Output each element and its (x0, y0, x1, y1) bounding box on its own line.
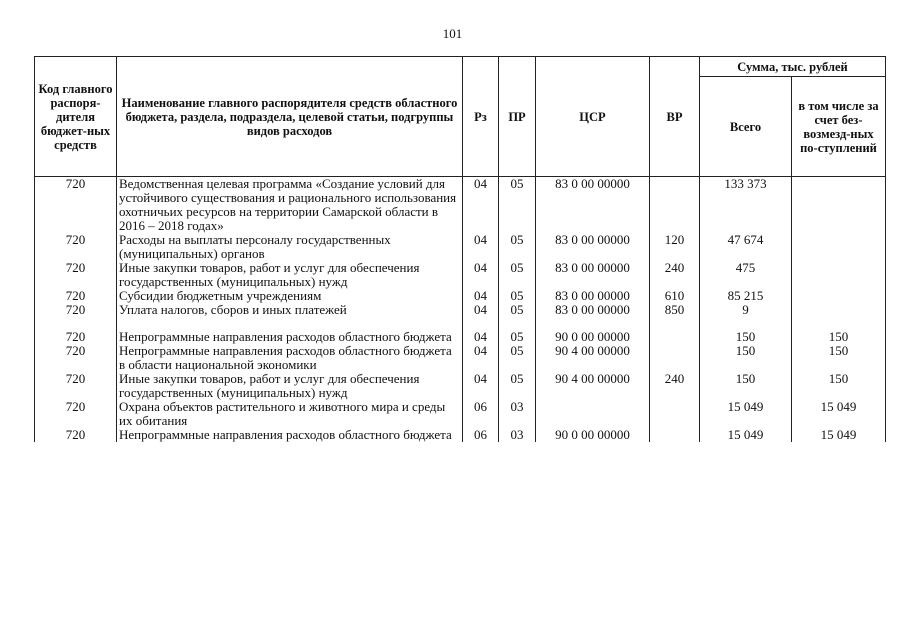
cell-code: 720 (35, 317, 117, 344)
cell-csr: 90 4 00 00000 (536, 344, 650, 372)
cell-total: 150 (700, 344, 792, 372)
cell-pr: 05 (499, 372, 536, 400)
cell-vr: 240 (650, 261, 700, 289)
cell-pr: 05 (499, 317, 536, 344)
header-rz: Рз (463, 57, 499, 177)
table-row (35, 233, 886, 261)
cell-vr (650, 344, 700, 372)
cell-code: 720 (35, 233, 117, 261)
header-pr: ПР (499, 57, 536, 177)
cell-csr: 83 0 00 00000 (536, 289, 650, 303)
cell-code: 720 (35, 344, 117, 372)
cell-gratuitous (792, 233, 886, 261)
cell-total: 9 (700, 303, 792, 317)
cell-gratuitous (792, 261, 886, 289)
cell-code: 720 (35, 428, 117, 442)
cell-code: 720 (35, 289, 117, 303)
cell-total: 47 674 (700, 233, 792, 261)
cell-gratuitous: 150 (792, 317, 886, 344)
cell-csr: 90 4 00 00000 (536, 372, 650, 400)
cell-pr: 03 (499, 428, 536, 442)
cell-gratuitous (792, 303, 886, 317)
cell-pr: 05 (499, 344, 536, 372)
cell-csr (536, 400, 650, 428)
cell-vr (650, 177, 700, 234)
cell-name: Ведомственная целевая программа «Создание условий для устойчивого существования и рационального использования охотничьих ресурсов на территории Самарской области в 2016 – 2018 годах» (117, 177, 463, 234)
cell-csr: 83 0 00 00000 (536, 303, 650, 317)
table-row (35, 177, 886, 234)
cell-gratuitous (792, 289, 886, 303)
cell-total: 133 373 (700, 177, 792, 234)
cell-total: 150 (700, 317, 792, 344)
cell-vr (650, 400, 700, 428)
cell-name: Расходы на выплаты персоналу государственных (муниципальных) органов (117, 233, 463, 261)
cell-name: Непрограммные направления расходов областного бюджета в области национальной экономики (117, 344, 463, 372)
table-row (35, 428, 886, 442)
cell-code: 720 (35, 372, 117, 400)
table-row (35, 344, 886, 372)
header-csr: ЦСР (536, 57, 650, 177)
cell-vr: 240 (650, 372, 700, 400)
header-vr: ВР (650, 57, 700, 177)
cell-rz: 04 (463, 233, 499, 261)
cell-rz: 06 (463, 400, 499, 428)
cell-gratuitous: 15 049 (792, 400, 886, 428)
header-code: Код главного распоря-дителя бюджет-ных средств (35, 57, 117, 177)
cell-rz: 04 (463, 289, 499, 303)
cell-total: 15 049 (700, 400, 792, 428)
header-total: Всего (700, 77, 792, 177)
cell-name: Иные закупки товаров, работ и услуг для обеспечения государственных (муниципальных) нужд (117, 372, 463, 400)
cell-gratuitous: 150 (792, 372, 886, 400)
cell-pr: 05 (499, 261, 536, 289)
cell-code: 720 (35, 261, 117, 289)
cell-csr: 90 0 00 00000 (536, 317, 650, 344)
table-row (35, 289, 886, 303)
cell-pr: 05 (499, 177, 536, 234)
cell-pr: 05 (499, 289, 536, 303)
cell-rz: 04 (463, 261, 499, 289)
cell-code: 720 (35, 303, 117, 317)
cell-gratuitous (792, 177, 886, 234)
cell-code: 720 (35, 400, 117, 428)
cell-gratuitous: 150 (792, 344, 886, 372)
cell-vr: 850 (650, 303, 700, 317)
cell-csr: 83 0 00 00000 (536, 177, 650, 234)
cell-rz: 04 (463, 303, 499, 317)
page-number: 101 (442, 26, 463, 41)
budget-table (34, 56, 886, 442)
cell-vr: 610 (650, 289, 700, 303)
cell-csr: 90 0 00 00000 (536, 428, 650, 442)
cell-total: 85 215 (700, 289, 792, 303)
cell-vr (650, 317, 700, 344)
cell-name: Непрограммные направления расходов областного бюджета (117, 428, 463, 442)
cell-name: Субсидии бюджетным учреждениям (117, 289, 463, 303)
cell-name: Уплата налогов, сборов и иных платежей (117, 303, 463, 317)
table-row (35, 261, 886, 289)
table-row (35, 372, 886, 400)
cell-rz: 04 (463, 344, 499, 372)
cell-rz: 04 (463, 177, 499, 234)
header-sum: Сумма, тыс. рублей (700, 57, 886, 77)
cell-rz: 06 (463, 428, 499, 442)
table-row (35, 400, 886, 428)
header-name: Наименование главного распорядителя средств областного бюджета, раздела, подраздела, целевой статьи, подгруппы видов расходов (117, 57, 463, 177)
table-row (35, 303, 886, 317)
cell-name: Охрана объектов растительного и животного мира и среды их обитания (117, 400, 463, 428)
cell-vr (650, 428, 700, 442)
cell-total: 15 049 (700, 428, 792, 442)
cell-pr: 05 (499, 233, 536, 261)
cell-name: Иные закупки товаров, работ и услуг для обеспечения государственных (муниципальных) нужд (117, 261, 463, 289)
cell-total: 150 (700, 372, 792, 400)
cell-pr: 03 (499, 400, 536, 428)
table-row (35, 317, 886, 344)
cell-csr: 83 0 00 00000 (536, 233, 650, 261)
cell-rz: 04 (463, 317, 499, 344)
cell-pr: 05 (499, 303, 536, 317)
header-gratuitous: в том числе за счет без-возмезд-ных по-ступлений (792, 77, 886, 177)
cell-csr: 83 0 00 00000 (536, 261, 650, 289)
cell-rz: 04 (463, 372, 499, 400)
cell-gratuitous: 15 049 (792, 428, 886, 442)
cell-name: Непрограммные направления расходов областного бюджета (117, 317, 463, 344)
cell-total: 475 (700, 261, 792, 289)
cell-code: 720 (35, 177, 117, 234)
cell-vr: 120 (650, 233, 700, 261)
